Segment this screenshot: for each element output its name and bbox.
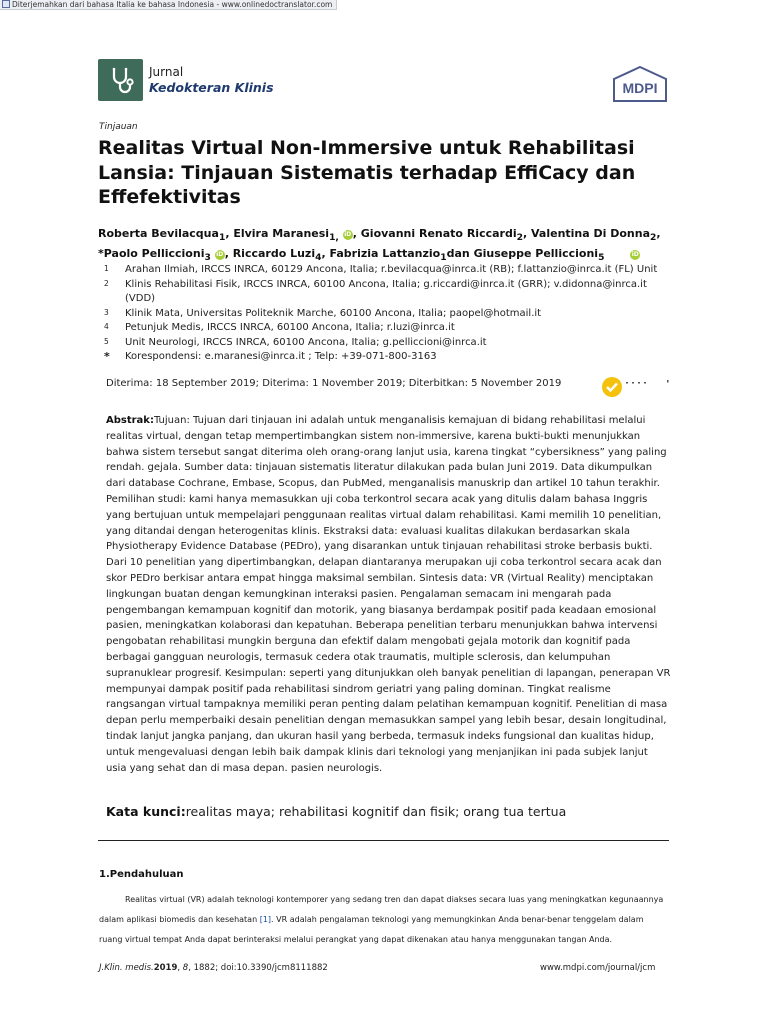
article-title: Realitas Virtual Non-Immersive untuk Rehabilitasi Lansia: Tinjauan Sistematis terhadap EffiCacy dan Effefektivitas: [98, 137, 636, 208]
author-name[interactable]: *Paolo Pelliccioni: [98, 247, 205, 261]
affiliation-item: [104, 336, 674, 351]
publisher-logo-text: MDPI: [622, 80, 658, 96]
intro-text-continued: . VR adalah pengalaman teknologi yang memungkinkan Anda benar-benar tenggelam dalam ruang virtual tempat Anda dapat berinteraksi melalui perangkat yang dapat dikenakan atau hanya menggunakan tangan Anda.: [99, 915, 644, 944]
affiliation-item: [104, 350, 674, 365]
footer-year: 2019: [153, 963, 178, 973]
author-affiliation: 1: [218, 232, 226, 244]
journal-name-line2: Kedokteran Klinis: [149, 80, 274, 95]
check-for-updates-icon[interactable]: [601, 376, 671, 402]
introduction-paragraph: [99, 890, 669, 950]
author-affiliation: 3: [204, 252, 211, 264]
mdpi-logo: [612, 66, 668, 106]
translator-notice-text: Diterjemahkan dari bahasa Italia ke bahasa Indonesia - www.onlinedoctranslator.com: [12, 0, 333, 9]
keywords-label: Kata kunci:: [106, 804, 186, 819]
abstract: [106, 413, 671, 776]
author-name[interactable]: Fabrizia Lattanzio: [329, 247, 441, 261]
author-affiliation: 2: [650, 232, 657, 244]
translator-notice-bar[interactable]: [0, 0, 337, 10]
affiliation-text: Klinis Rehabilitasi Fisik, IRCCS INRCA, 60100 Ancona, Italia; g.riccardi@inrca.it (GRR); v.didonna@inrca.it (VDD): [125, 278, 647, 304]
abstract-label: Abstrak:: [106, 415, 154, 426]
author-affiliation: 5: [598, 252, 605, 264]
author-name[interactable]: Elvira Maranesi: [233, 227, 330, 240]
author-list: Roberta Bevilacqua$_1$, Elvira Maranesi$_{1,}$ iD, Giovanni Renato Riccardi$_2$, Valentina Di Donna$_2$, *Paolo Pelliccioni$_3$ iD, Riccardo Luzi$_4$, Fabrizia Lattanzio$_1$dan Giuseppe Pelliccioni$_5$ iD: [98, 227, 661, 264]
author-affiliation: 2: [516, 232, 523, 244]
footer-doi: , 1882; doi:10.3390/jcm8111882: [188, 963, 328, 973]
affiliations: [104, 263, 674, 365]
abstract-text: Tujuan: Tujuan dari tinjauan ini adalah untuk menganalisis kemajuan di bidang rehabilitasi melalui realitas virtual, dengan tetap mempertimbangkan sistem non-immersive, karena bukti-bukti menunjukkan bahwa sistem tersebut sangat diterima oleh orang-orang lanjut usia, karena tingkat “cybersikness” yang paling rendah. gejala. Sumber data: tinjauan sistematis literatur dilakukan pada bulan Juni 2019. Data dikumpulkan dari database Cochrane, Embase, Scopus, dan PubMed, menganalisis manuskrip dan artikel 10 tahun terakhir. Pemilihan studi: kami hanya memasukkan uji coba terkontrol secara acak yang ditulis dalam bahasa Inggris yang bertujuan untuk mempelajari penggunaan realitas virtual dalam rehabilitasi. Kami memilih 10 penelitian, yang ditandai dengan heterogenitas klinis. Ekstraksi data: evaluasi kualitas dilakukan berdasarkan skala Physiotherapy Evidence Database (PEDro), yang disarankan untuk tinjauan rehabilitasi stroke berbasis bukti. Dari 10 penelitian yang dipertimbangkan, delapan diantaranya merupakan uji coba terkontrol secara acak dan skor PEDro berkisar antara empat hingga maksimal sembilan. Sintesis data: VR (Virtual Reality) menciptakan lingkungan buatan dengan kemungkinan interaksi pasien. Pengalaman semacam ini mengarah pada pengembangan kemampuan kognitif dan motorik, yang biasanya berdampak positif pada keadaan emosional pasien, meningkatkan kolaborasi dan kepatuhan. Beberapa penelitian terbaru menunjukkan bahwa intervensi pengobatan rehabilitasi mungkin berguna dan efektif dalam mengobati gejala motorik dan kognitif pada berbagai gangguan neurologis, termasuk cedera otak traumatis, multiple sclerosis, dan kelumpuhan supranuklear progresif. Kesimpulan: seperti yang ditunjukkan oleh banyak penelitian di lapangan, penerapan VR mempunyai dampak positif pada rehabilitasi sindrom geriatri yang paling dominan. Tingkat realisme rangsangan virtual tampaknya memiliki peran penting dalam pelatihan kemampuan kognitif. Penelitian di masa depan perlu memperbaiki desain penelitian dengan memasukkan sampel yang lebih besar, desain longitudinal, tindak lanjut jangka panjang, dan ukuran hasil yang berbeda, termasuk indeks fungsional dan kualitas hidup, untuk mengevaluasi dengan lebih baik dampak klinis dari teknologi yang menjanjikan ini pada subjek lanjut usia yang sehat dan di masa depan. pasien neurologis.: [106, 415, 671, 774]
author-affiliation: 4: [315, 252, 322, 264]
keywords-text: realitas maya; rehabilitasi kognitif dan fisik; orang tua tertua: [185, 804, 567, 819]
footer-volume: 8: [182, 963, 189, 973]
author-name[interactable]: Riccardo Luzi: [232, 247, 316, 261]
author-name[interactable]: Valentina Di Donna: [531, 227, 651, 240]
keywords: [106, 804, 566, 819]
affiliation-text: Klinik Mata, Universitas Politeknik Marche, 60100 Ancona, Italia; paopel@hotmail.it: [125, 307, 542, 319]
journal-logo: [98, 59, 274, 101]
affiliation-text: Arahan Ilmiah, IRCCS INRCA, 60129 Ancona, Italia; r.bevilacqua@inrca.it (RB); f.lattanzio@inrca.it (FL) Unit: [125, 264, 658, 275]
affiliation-item: [104, 278, 674, 307]
corresponding-marker: *: [104, 350, 110, 363]
orcid-icon[interactable]: iD: [631, 251, 639, 259]
author-name[interactable]: Giovanni Renato Riccardi: [360, 227, 517, 240]
affiliation-number: 4: [104, 322, 109, 331]
affiliation-number: 5: [104, 336, 109, 346]
article-type: Tinjauan: [99, 122, 138, 132]
section-divider: [98, 840, 669, 841]
affiliation-item: [104, 321, 674, 336]
document-icon: [2, 0, 10, 8]
stethoscope-icon: [98, 59, 143, 101]
affiliation-number: 1: [104, 264, 109, 273]
orcid-icon[interactable]: iD: [216, 251, 224, 259]
author-affiliation: 1,: [329, 232, 339, 244]
affiliation-item: [104, 307, 674, 322]
section-heading: 1.Pendahuluan: [99, 869, 184, 880]
citation-link[interactable]: [1]: [259, 915, 272, 924]
author-name[interactable]: Giuseppe Pelliccioni: [473, 247, 599, 261]
affiliation-number: 3: [104, 307, 109, 317]
footer-journal: J.Klin. medis.: [99, 963, 154, 973]
intro-text: Realitas virtual (VR) adalah teknologi kontemporer yang sedang tren dan dapat diakses secara luas yang meningkatkan kegunaannya dalam aplikasi biomedis dan kesehatan: [99, 895, 664, 924]
journal-name-line1: Jurnal: [149, 65, 184, 79]
affiliation-text: Petunjuk Medis, IRCCS INRCA, 60100 Ancona, Italia; r.luzi@inrca.it: [125, 322, 455, 333]
orcid-icon[interactable]: iD: [344, 231, 352, 238]
footer-citation: J.Klin. medis.2019, 8, 1882; doi:10.3390/jcm8111882: [99, 963, 328, 973]
affiliation-text: Unit Neurologi, IRCCS INRCA, 60100 Ancona, Italia; g.pelliccioni@inrca.it: [125, 336, 487, 348]
affiliation-number: 2: [104, 278, 109, 288]
affiliation-item: [104, 263, 674, 278]
footer-url[interactable]: www.mdpi.com/journal/jcm: [540, 963, 656, 973]
author-name[interactable]: Roberta Bevilacqua: [98, 227, 219, 240]
author-affiliation: 1: [440, 252, 447, 264]
correspondence-text: Korespondensi: e.maranesi@inrca.it ; Telp: +39-071-800-3163: [125, 351, 437, 362]
publication-dates: Diterima: 18 September 2019; Diterima: 1 November 2019; Diterbitkan: 5 November 2019: [106, 378, 562, 389]
